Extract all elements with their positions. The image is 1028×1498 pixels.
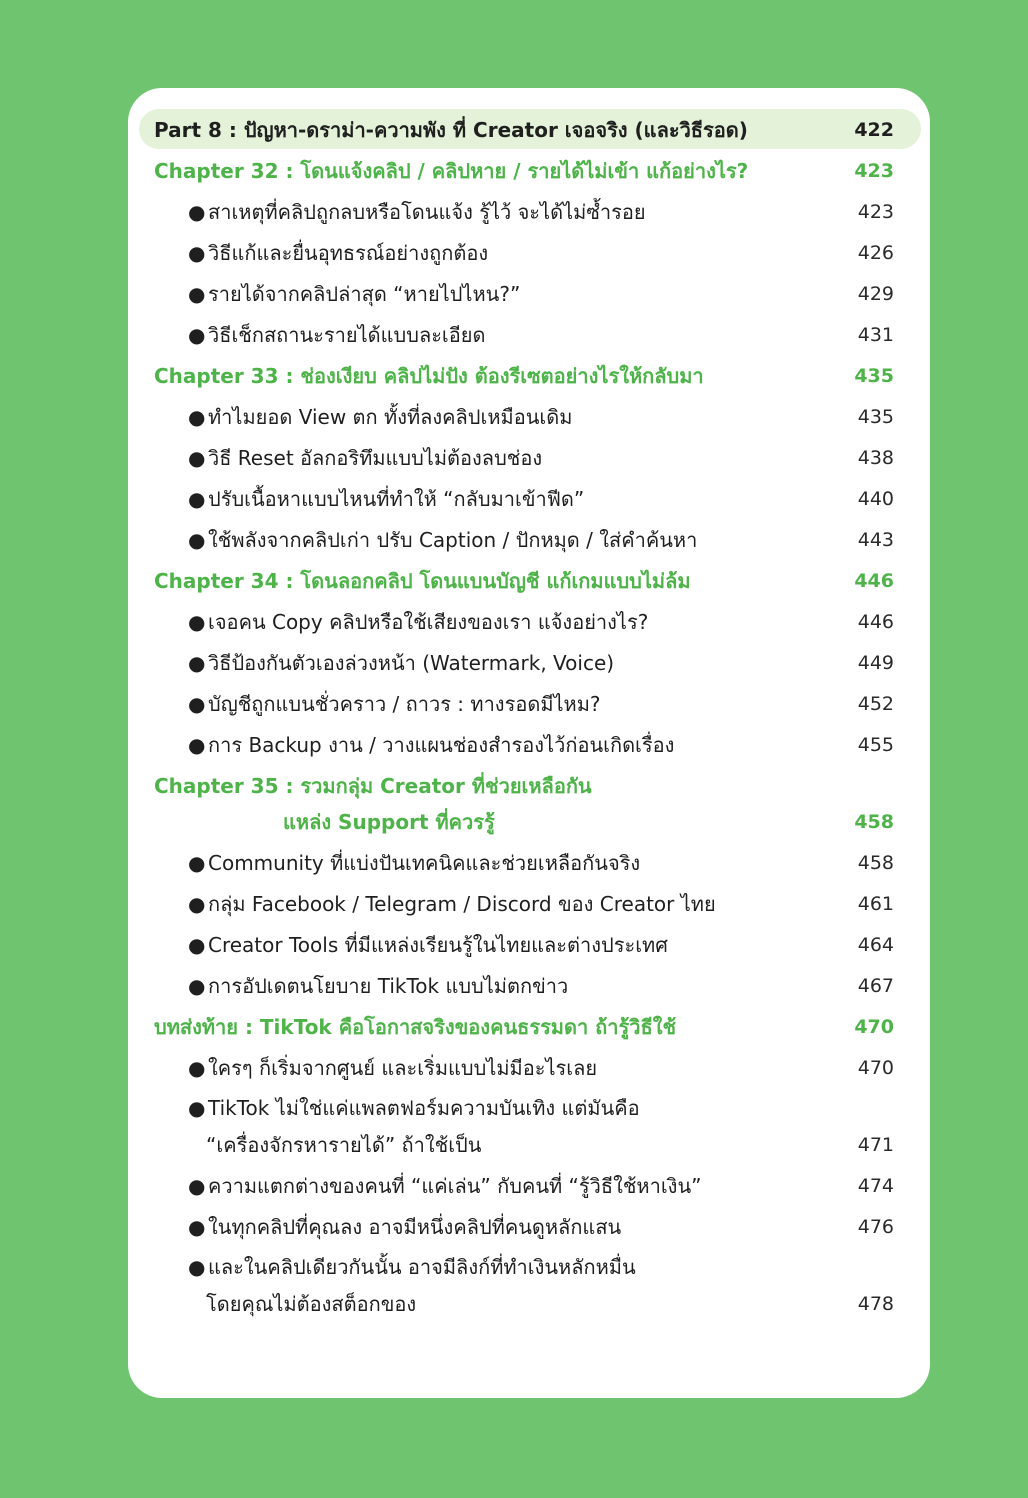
page-number: 478: [857, 1293, 894, 1315]
item-text: การอัปเดตนโยบาย TikTok แบบไม่ตกข่าว: [208, 974, 569, 998]
page-number: 429: [857, 283, 894, 305]
page-number: 443: [857, 529, 894, 551]
bullet-icon: ●: [188, 405, 206, 429]
toc-item[interactable]: [0, 884, 1028, 924]
page-number: 431: [857, 324, 894, 346]
toc-item[interactable]: [0, 274, 1028, 314]
item-text: Creator Tools ที่มีแหล่งเรียนรู้ในไทยและต่างประเทศ: [208, 933, 668, 957]
page-number: 455: [857, 734, 894, 756]
toc-item[interactable]: [0, 966, 1028, 1006]
item-text-cont: “เครื่องจักรหารายได้” ถ้าใช้เป็น: [206, 1133, 482, 1157]
toc-item[interactable]: [0, 1048, 1028, 1088]
item-text: Community ที่แบ่งปันเทคนิคและช่วยเหลือกันจริง: [208, 851, 641, 875]
toc-chapter-32[interactable]: [0, 151, 1028, 191]
item-text: วิธี Reset อัลกอริทึมแบบไม่ต้องลบช่อง: [208, 446, 543, 470]
part-title: Part 8 : ปัญหา-ดราม่า-ความพัง ที่ Creator เจอจริง (และวิธีรอด): [154, 118, 748, 142]
toc-item[interactable]: [0, 602, 1028, 642]
page-number: 470: [857, 1057, 894, 1079]
item-text: ความแตกต่างของคนที่ “แค่เล่น” กับคนที่ “รู้วิธีใช้หาเงิน”: [208, 1174, 702, 1198]
page-number: 470: [854, 1016, 894, 1038]
bullet-icon: ●: [188, 733, 206, 757]
toc-item[interactable]: [0, 643, 1028, 683]
page-number: 464: [857, 934, 894, 956]
toc-item[interactable]: [0, 1207, 1028, 1247]
toc-item[interactable]: [0, 520, 1028, 560]
toc-item[interactable]: [0, 725, 1028, 765]
toc-item[interactable]: [0, 438, 1028, 478]
item-text: ปรับเนื้อหาแบบไหนที่ทำให้ “กลับมาเข้าฟีด”: [208, 487, 585, 511]
chapter-title: Chapter 34 : โดนลอกคลิป โดนแบนบัญชี แก้เกมแบบไม่ล้ม: [154, 569, 691, 593]
item-text: และในคลิปเดียวกันนั้น อาจมีลิงก์ที่ทำเงินหลักหมื่น: [208, 1255, 636, 1279]
item-text: สาเหตุที่คลิปถูกลบหรือโดนแจ้ง รู้ไว้ จะได้ไม่ซ้ำรอย: [208, 200, 646, 224]
item-text: วิธีป้องกันตัวเองล่วงหน้า (Watermark, Voice): [208, 651, 615, 675]
bullet-icon: ●: [188, 1056, 206, 1080]
toc-item[interactable]: [0, 315, 1028, 355]
chapter-title: Chapter 32 : โดนแจ้งคลิป / คลิปหาย / รายได้ไม่เข้า แก้อย่างไร?: [154, 159, 749, 183]
toc-item[interactable]: [0, 925, 1028, 965]
toc-epilogue[interactable]: [0, 1007, 1028, 1047]
item-text: เจอคน Copy คลิปหรือใช้เสียงของเรา แจ้งอย่างไร?: [208, 610, 649, 634]
toc-chapter-35-cont[interactable]: [0, 802, 1028, 842]
item-text: TikTok ไม่ใช่แค่แพลตฟอร์มความบันเทิง แต่มันคือ: [208, 1096, 640, 1120]
page-number: 458: [854, 811, 894, 833]
page-number: 449: [857, 652, 894, 674]
item-text: รายได้จากคลิปล่าสุด “หายไปไหน?”: [208, 282, 521, 306]
bullet-icon: ●: [188, 1174, 206, 1198]
page-number: 435: [857, 406, 894, 428]
page-number: 423: [857, 201, 894, 223]
page-number: 474: [857, 1175, 894, 1197]
bullet-icon: ●: [188, 651, 206, 675]
bullet-icon: ●: [188, 610, 206, 634]
chapter-subtitle: แหล่ง Support ที่ควรรู้: [283, 810, 495, 834]
page-number: 461: [857, 893, 894, 915]
bullet-icon: ●: [188, 446, 206, 470]
bullet-icon: ●: [188, 933, 206, 957]
item-text-cont: โดยคุณไม่ต้องสต็อกของ: [206, 1292, 417, 1316]
toc-item[interactable]: [0, 843, 1028, 883]
page-number: 426: [857, 242, 894, 264]
item-text: ใครๆ ก็เริ่มจากศูนย์ และเริ่มแบบไม่มีอะไรเลย: [208, 1056, 598, 1080]
item-text: วิธีแก้และยื่นอุทธรณ์อย่างถูกต้อง: [208, 241, 489, 265]
item-text: วิธีเช็กสถานะรายได้แบบละเอียด: [208, 323, 486, 347]
item-text: ใช้พลังจากคลิปเก่า ปรับ Caption / ปักหมุด / ใส่คำค้นหา: [208, 528, 698, 552]
toc-item-cont[interactable]: [0, 1284, 1028, 1324]
item-text: ในทุกคลิปที่คุณลง อาจมีหนึ่งคลิปที่คนดูหลักแสน: [208, 1215, 622, 1239]
bullet-icon: ●: [188, 528, 206, 552]
bullet-icon: ●: [188, 282, 206, 306]
page-number: 471: [857, 1134, 894, 1156]
page-number: 467: [857, 975, 894, 997]
page-number: 476: [857, 1216, 894, 1238]
toc-item[interactable]: [0, 684, 1028, 724]
bullet-icon: ●: [188, 851, 206, 875]
toc-item[interactable]: [0, 233, 1028, 273]
bullet-icon: ●: [188, 1215, 206, 1239]
page-number: 422: [854, 119, 894, 141]
bullet-icon: ●: [188, 200, 206, 224]
bullet-icon: ●: [188, 974, 206, 998]
item-text: กลุ่ม Facebook / Telegram / Discord ของ Creator ไทย: [208, 892, 716, 916]
toc-chapter-34[interactable]: [0, 561, 1028, 601]
item-text: บัญชีถูกแบนชั่วคราว / ถาวร : ทางรอดมีไหม?: [208, 692, 601, 716]
bullet-icon: ●: [188, 692, 206, 716]
page-number: 446: [854, 570, 894, 592]
bullet-icon: ●: [188, 241, 206, 265]
page-number: 446: [857, 611, 894, 633]
bullet-icon: ●: [188, 1255, 206, 1279]
page-number: 423: [854, 160, 894, 182]
page-number: 438: [857, 447, 894, 469]
toc-item[interactable]: [0, 397, 1028, 437]
page-number: 440: [857, 488, 894, 510]
bullet-icon: ●: [188, 487, 206, 511]
page-number: 435: [854, 365, 894, 387]
toc-item[interactable]: [0, 479, 1028, 519]
toc-part-8[interactable]: [0, 110, 1028, 150]
toc-chapter-33[interactable]: [0, 356, 1028, 396]
bullet-icon: ●: [188, 1096, 206, 1120]
page-number: 458: [857, 852, 894, 874]
page-number: 452: [857, 693, 894, 715]
toc-item-cont[interactable]: [0, 1125, 1028, 1165]
toc-item[interactable]: [0, 1166, 1028, 1206]
item-text: ทำไมยอด View ตก ทั้งที่ลงคลิปเหมือนเดิม: [208, 405, 573, 429]
chapter-title: Chapter 33 : ช่องเงียบ คลิปไม่ปัง ต้องรีเซตอย่างไรให้กลับมา: [154, 364, 704, 388]
bullet-icon: ●: [188, 892, 206, 916]
toc-item[interactable]: [0, 1088, 1028, 1128]
chapter-title: Chapter 35 : รวมกลุ่ม Creator ที่ช่วยเหลือกัน: [154, 774, 592, 798]
item-text: การ Backup งาน / วางแผนช่องสำรองไว้ก่อนเกิดเรื่อง: [208, 733, 675, 757]
chapter-title: บทส่งท้าย : TikTok คือโอกาสจริงของคนธรรมดา ถ้ารู้วิธีใช้: [154, 1015, 677, 1039]
bullet-icon: ●: [188, 323, 206, 347]
toc-chapter-35[interactable]: [0, 766, 1028, 806]
toc-item[interactable]: [0, 192, 1028, 232]
toc-item[interactable]: [0, 1247, 1028, 1287]
